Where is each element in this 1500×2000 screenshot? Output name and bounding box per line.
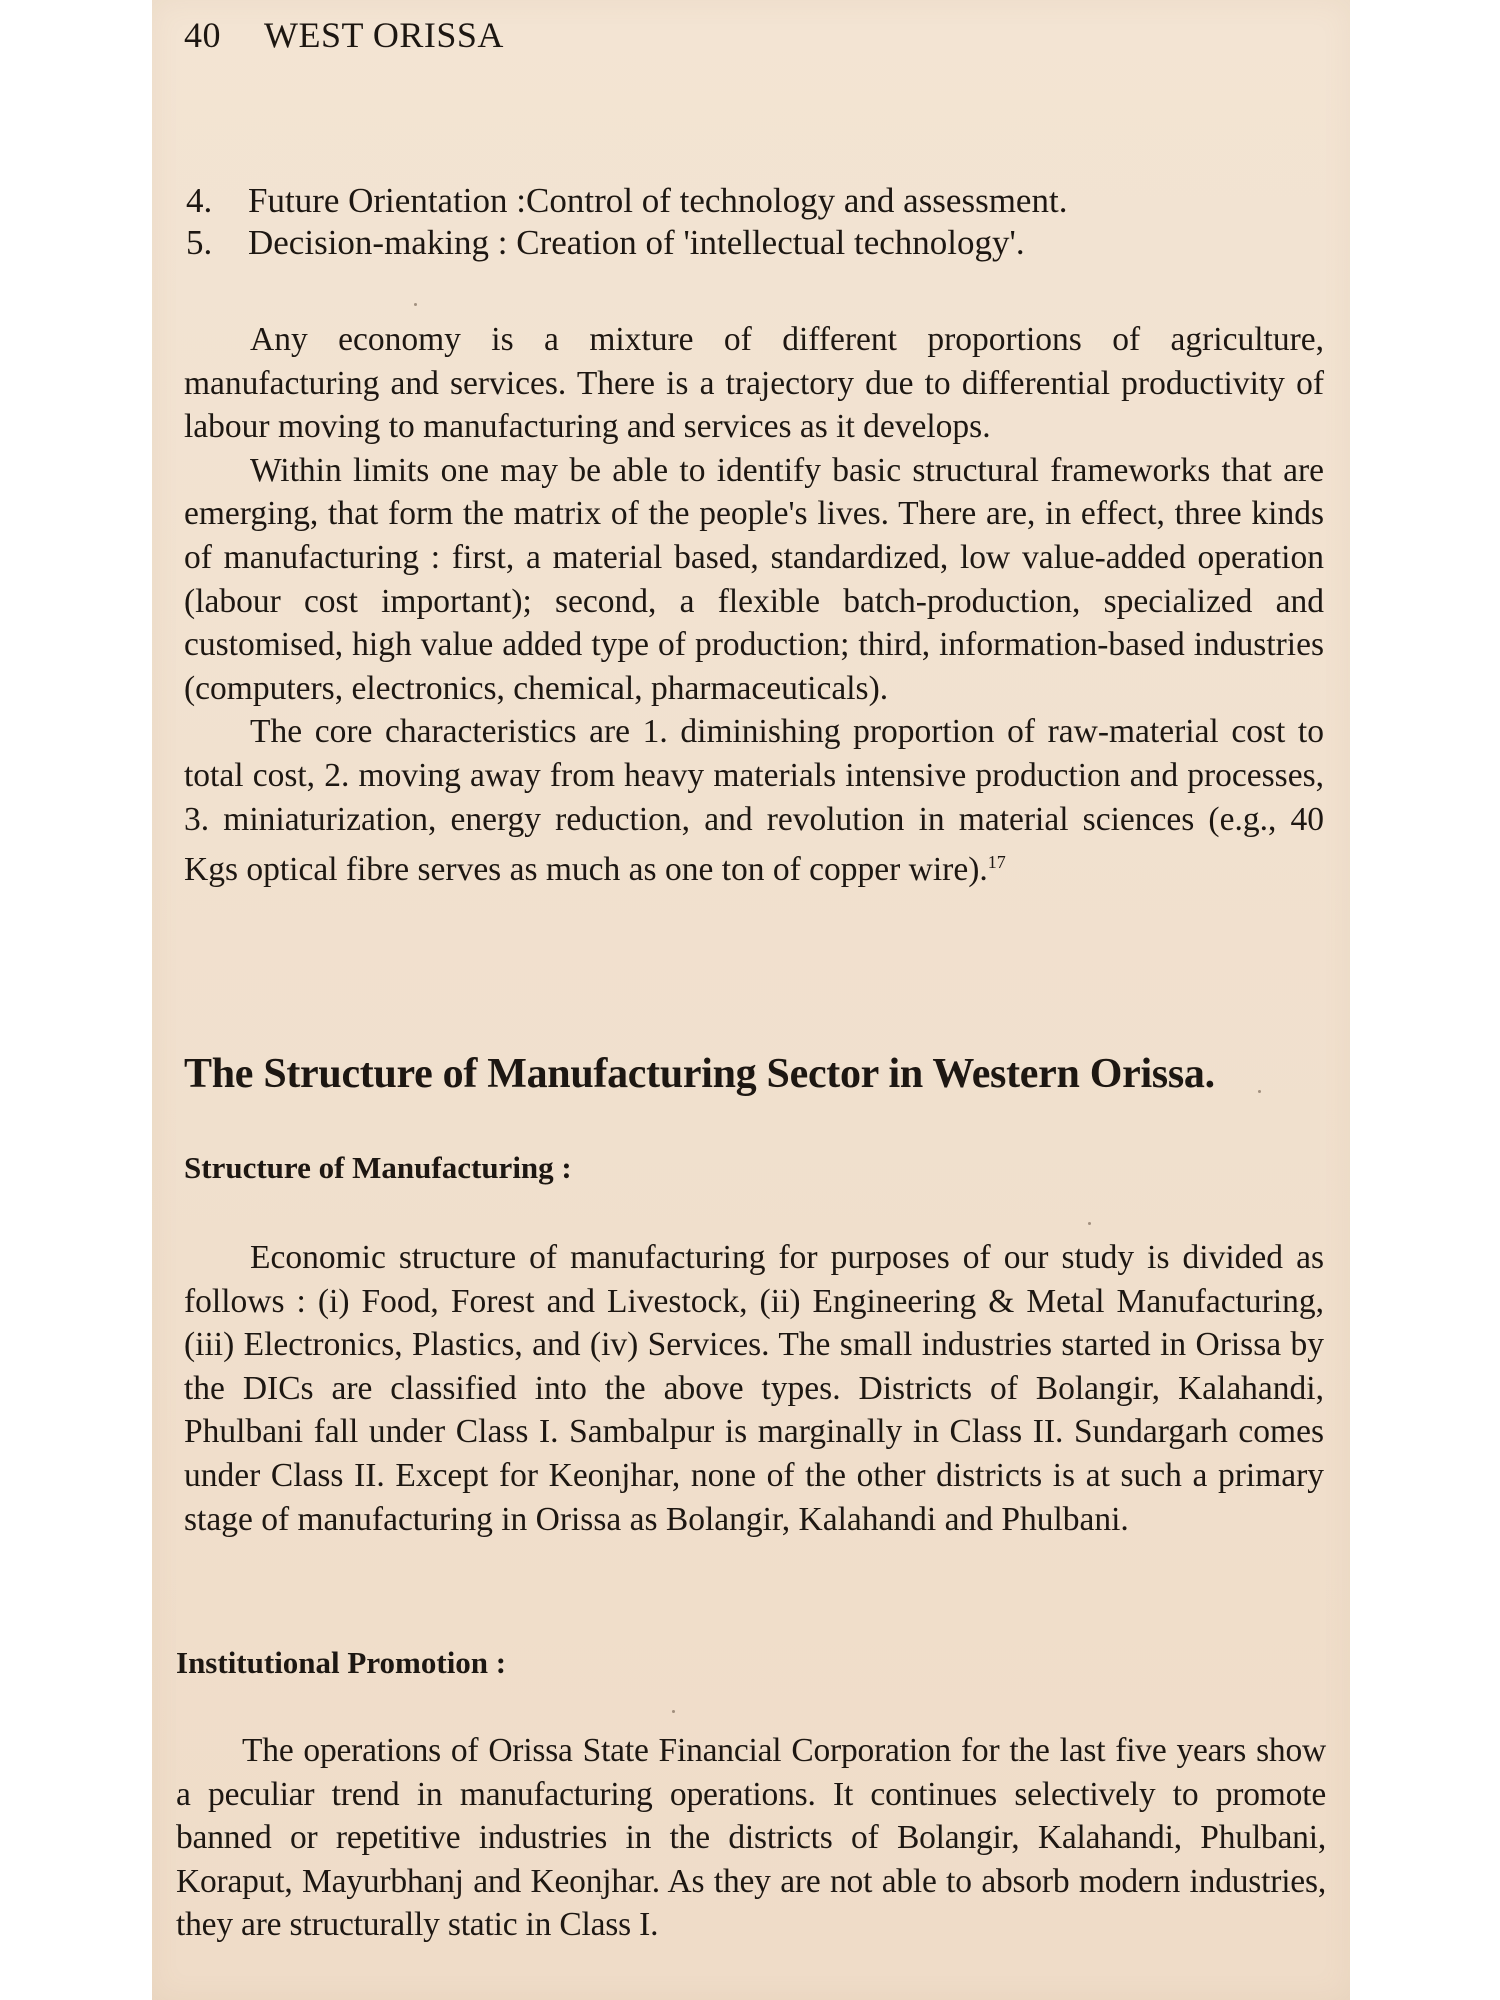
subheading-structure: Structure of Manufacturing : xyxy=(184,1150,572,1185)
section-heading: The Structure of Manufacturing Sector in Western Orissa. xyxy=(184,1051,1215,1097)
paper-speck xyxy=(414,303,417,306)
paragraph-core-characteristics xyxy=(184,710,1324,892)
page-header xyxy=(184,14,504,56)
list-item-number: 4. xyxy=(186,181,213,220)
paper-speck xyxy=(1258,1090,1261,1093)
body-text-promotion xyxy=(176,1729,1326,1947)
page-number: 40 xyxy=(184,15,221,55)
list-item-number: 5. xyxy=(186,223,213,262)
core-characteristics-text: The core characteristics are 1. diminishing proportion of raw-material cost to total cost, 2. moving away from heavy materials intensive production and processes, 3. miniaturization, energy reduction, and revolution in material sciences (e.g., 40 Kgs optical fibre serves as much as one ton of copper wire). xyxy=(184,713,1324,889)
list-item-text: Decision-making : Creation of 'intellectual technology'. xyxy=(248,223,1025,262)
paper-speck xyxy=(672,1710,675,1713)
numbered-list xyxy=(186,180,1326,264)
list-item-text: Future Orientation :Control of technology and assessment. xyxy=(248,181,1068,220)
body-text-structure xyxy=(184,1236,1324,1541)
subheading-institutional: Institutional Promotion : xyxy=(176,1645,507,1680)
paper-speck xyxy=(1088,1222,1091,1225)
paragraph-institutional-promotion: The operations of Orissa State Financial Corporation for the last five years show a peculiar trend in manufacturing operations. It continues selectively to promote banned or repetitive industries in the districts of Bolangir, Kalahandi, Phulbani, Koraput, Mayurbhanj and Keonjhar. As they are not able to absorb modern industries, they are structurally static in Class I. xyxy=(176,1732,1326,1944)
body-text-top xyxy=(184,318,1324,892)
paragraph-structural-frameworks: Within limits one may be able to identify basic structural frameworks that are emerging, that form the matrix of the people's lives. There are, in effect, three kinds of manufacturing : first, a material based, standardized, low value-added operation (labour cost important); second, a flexible batch-production, specialized and customised, high value added type of production; third, information-based industries (computers, electronics, chemical, pharmaceuticals). xyxy=(184,451,1324,707)
paragraph-economic-structure: Economic structure of manufacturing for purposes of our study is divided as follows : (i) Food, Forest and Livestock, (ii) Engineering & Metal Manufacturing, (iii) Electronics, Plastics, and (iv) Services. The small industries started in Orissa by the DICs are classified into the above types. Districts of Bolangir, Kalahandi, Phulbani fall under Class I. Sambalpur is marginally in Class II. Sundargarh comes under Class II. Except for Keonjhar, none of the other districts is at such a primary stage of manufacturing in Orissa as Bolangir, Kalahandi and Phulbani. xyxy=(184,1239,1324,1538)
list-item xyxy=(186,180,1326,222)
footnote-reference: 17 xyxy=(987,852,1006,873)
running-title: WEST ORISSA xyxy=(264,15,504,55)
list-item xyxy=(186,222,1326,264)
paragraph-economy-mixture: Any economy is a mixture of different proportions of agriculture, manufacturing and services. There is a trajectory due to differential productivity of labour moving to manufacturing and services as it develops. xyxy=(184,321,1324,446)
book-page xyxy=(152,0,1350,2000)
